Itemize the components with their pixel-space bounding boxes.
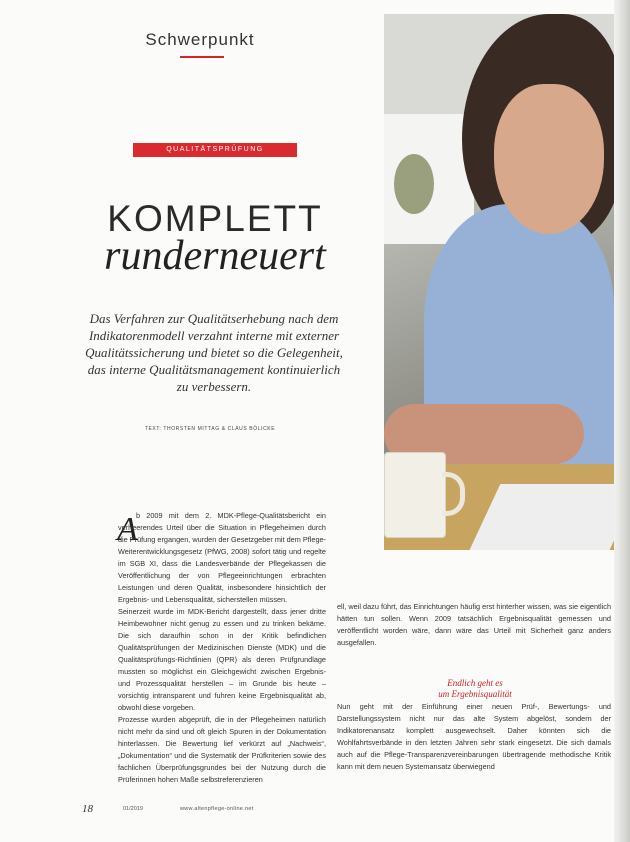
body-paragraph-2: Seinerzeit wurde im MDK-Bericht dargestellt, dass jener dritte Heimbewohner nicht genug zu essen und zu trinken bekäme. Die sich daraufhin schon in der Kritik befindlichen Qualitätsprüfungen der Medizinischen Dienste (MDK) und die Qualitätsprüfungs-Richtlinien (QPR) als deren Prüfgrundlage mussten so möglichst ein Gleichgewicht zwischen Ergebnis- und Prozessqualität herstellen – im Grunde bis heute – vorsichtig intransparent und fuhren keine Ergebnisqualität ab, obwohl diese vorgeben. (118, 607, 326, 712)
body-column-left (118, 510, 326, 786)
drop-cap: A (117, 511, 138, 548)
photo-plant (394, 154, 434, 214)
lead-paragraph: Das Verfahren zur Qualitätserhebung nach dem Indikatorenmodell verzahnt interne mit externer Qualitätssicherung und bietet so die Gelegenheit, das interne Qualitätsmanagement kontinuierlich zu verbessern. (85, 311, 343, 394)
headline-caps: KOMPLETT (107, 198, 323, 239)
subheading-line-2: um Ergebnisqualität (438, 689, 512, 699)
headline-script: runderneuert (104, 233, 326, 279)
body-column-right-main (337, 701, 611, 773)
photo-face (494, 84, 604, 234)
body-paragraph-3: Prozesse wurden abgeprüft, die in der Pflegeheimen natürlich nicht mehr da sind und oft gleich Spuren in der Dokumentation hinterlassen. Die Bewertung lief verkürzt auf „Nachweis“, „Dokumentation“ und die Systematik der Prüfkriterien sowie des fachlichen Überprüfungsgrundes bei der Nutzung durch die Prüferinnen hohen Maße selbstreferenzieren (118, 715, 326, 784)
body-paragraph-1: b 2009 mit dem 2. MDK-Pflege-Qualitätsbericht ein verheerendes Urteil über die Situation in Pflegeheimen durch die Prüfung ergangen, wurden der Gesetzgeber mit dem Pflege-Weiterentwicklungsgesetz (PfWG, 2008) sofort tätig und regelte im SGB XI, dass die Landesverbände der Pflegekassen die Veröffentlichung der von Pflegeeinrichtungen erbrachten Leistungen und deren Qualität, insbesondere hinsichtlich der Ergebnis- und Lebensqualität, sicherstellen müssen. (118, 511, 326, 604)
kicker-badge: QUALITÄTSPRÜFUNG (133, 143, 297, 157)
body-paragraph-right-intro: ell, weil dazu führt, das Einrichtungen häufig erst hinterher wissen, was sie eigentlich hätten tun sollen. Wenn 2009 tatsächlich Ergebnisqualität gemessen und veröffentlicht worden wäre, dann wäre das Urteil mit Sicherheit ganz anders ausgefallen. (337, 602, 611, 647)
photo-mug (384, 452, 446, 538)
section-label: Schwerpunkt (145, 30, 255, 49)
article-photo (384, 14, 614, 550)
page-fold-shadow (614, 0, 630, 842)
subheading-line-1: Endlich geht es (447, 678, 503, 688)
section-rule (180, 56, 224, 58)
byline: TEXT: THORSTEN MITTAG & CLAUS BÖLICKE (144, 426, 276, 432)
page-number: 18 (82, 803, 93, 815)
footer-url: www.altenpflege-online.net (180, 806, 254, 812)
issue-label: 01/2019 (123, 806, 143, 812)
body-column-right-intro (337, 601, 611, 649)
subheading (390, 678, 560, 700)
body-paragraph-right-main: Nun geht mit der Einführung einer neuen Prüf-, Bewertungs- und Darstellungssystem nicht nur das alte System abgelöst, sondern der Indikatorenansatz komplett ausgewechselt. Daher könnten sich die Wohlfahrtsverbände in den letzten Jahren sehr stark eingesetzt. Die sich damals auch auf die Pflege-Transparenzvereinbarungen übertragende methodische Kritik kann mit dem neuen Systemansatz überwiegend (337, 702, 611, 771)
